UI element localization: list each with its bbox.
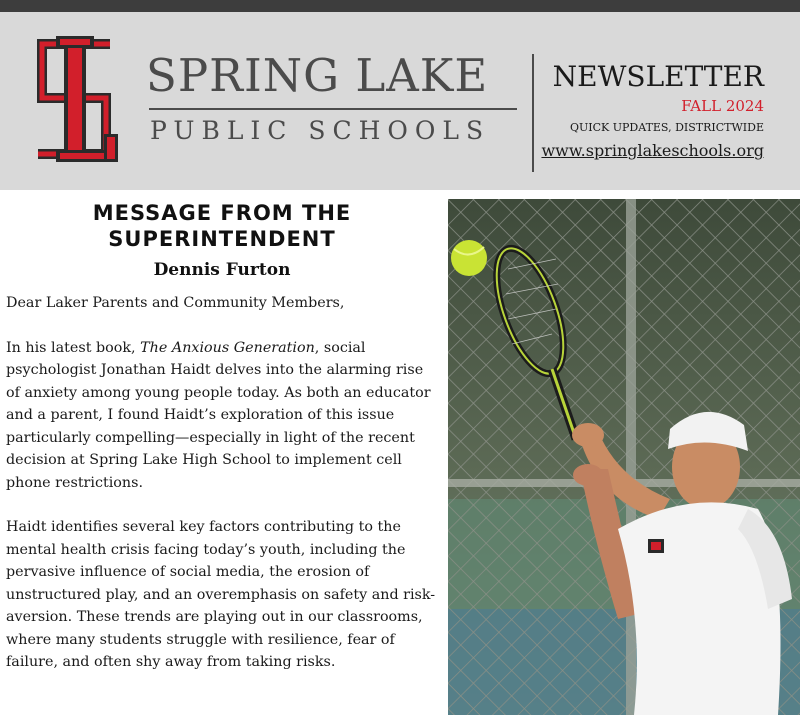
paragraph-1 (6, 337, 438, 495)
website-link[interactable]: www.springlakeschools.org (541, 141, 764, 160)
salutation: Dear Laker Parents and Community Members, (6, 295, 345, 311)
superintendent-article (6, 200, 438, 696)
masthead-divider (532, 54, 534, 172)
newsletter-season: FALL 2024 (681, 97, 764, 115)
newsletter-tagline: QUICK UPDATES, DISTRICTWIDE (569, 121, 764, 134)
article-headline: MESSAGE FROM THE SUPERINTENDENT (92, 201, 352, 251)
tennis-player-photo (448, 199, 800, 715)
paragraph-1-rest: , social psychologist Jonathan Haidt delves into the alarming rise of anxiety among young people today. As both an educator and a parent, I found Haidt’s exploration of this issue particularly compelling—especially in light of the recent decision at Spring Lake High School to implement cell phone restrictions. (6, 339, 431, 491)
newsletter-title: NEWSLETTER (552, 60, 764, 93)
sl-monogram-logo (20, 30, 128, 168)
masthead (0, 12, 800, 190)
paragraph-1-lead: In his latest book, (6, 339, 141, 356)
brand-rule (149, 108, 517, 110)
book-title: The Anxious Generation (140, 339, 315, 356)
article-author: Dennis Furton (153, 260, 291, 280)
brand-subtitle: PUBLIC SCHOOLS (150, 116, 491, 145)
paragraph-2: Haidt identifies several key factors contributing to the mental health crisis facing today’s youth, including the pervasive influence of social media, the erosion of unstructured play, and an overemphasis on safety and risk-aversion. These trends are playing out in our classrooms, where many students struggle with resilience, fear of failure, and often shy away from taking risks. (6, 519, 436, 670)
brand-name: SPRING LAKE (146, 49, 489, 102)
top-strip (0, 0, 800, 12)
